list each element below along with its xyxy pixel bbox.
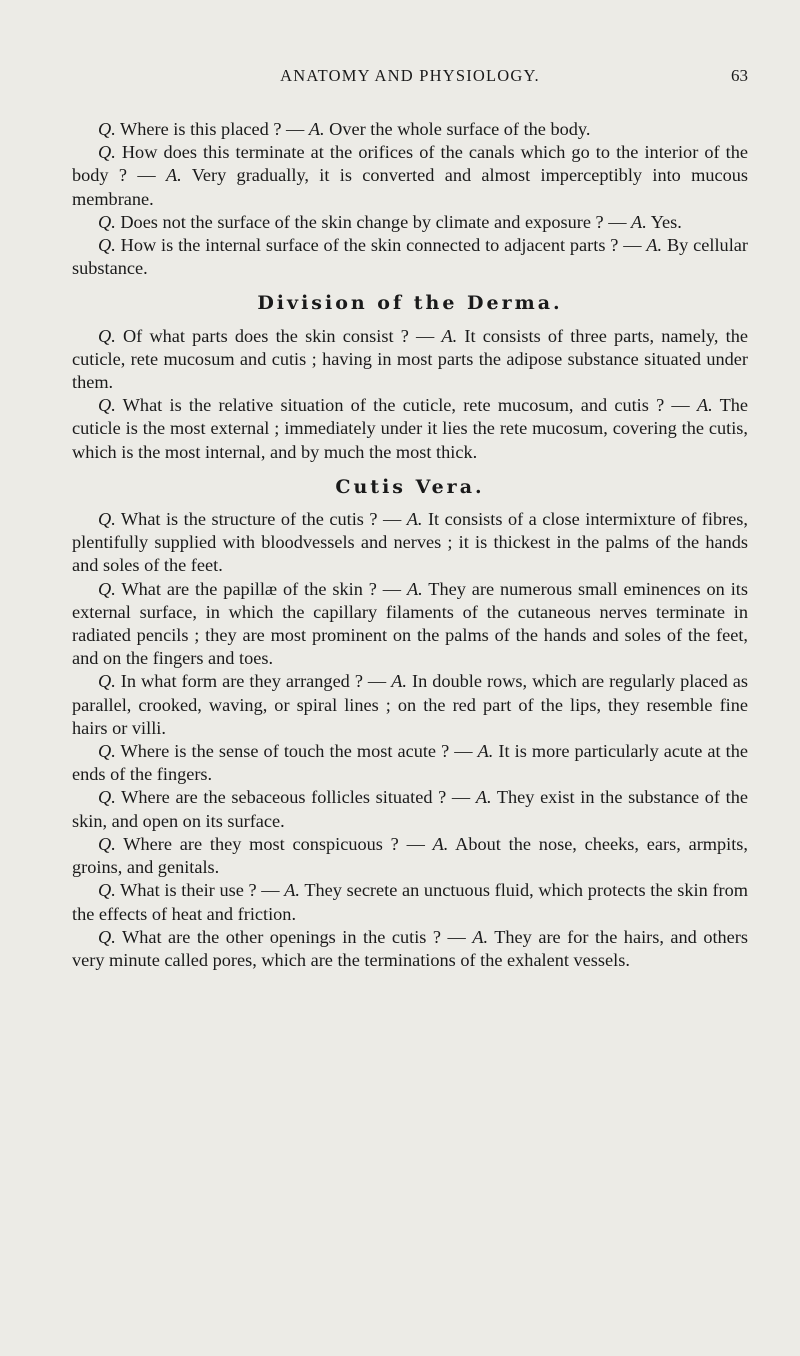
qa-paragraph <box>72 740 748 786</box>
question-marker: Q. <box>98 509 116 530</box>
question-text: In what form are they arranged ? — <box>115 671 392 692</box>
question-text: What are the papillæ of the skin ? — <box>115 578 407 599</box>
answer-text: It consists of three parts, namely, the cuticle, rete mucosum and cutis ; having in most parts the adipose substance situated under them. <box>72 325 749 393</box>
qa-paragraph <box>72 325 748 395</box>
answer-marker: A. <box>165 165 182 186</box>
answer-marker: A. <box>696 395 713 416</box>
answer-marker: A. <box>472 926 489 947</box>
qa-paragraph <box>72 578 748 671</box>
answer-text: Very gradually, it is converted and almost imperceptibly into mucous membrane. <box>72 165 749 209</box>
question-text: Does not the surface of the skin change by climate and exposure ? — <box>115 211 632 232</box>
answer-marker: A. <box>477 741 494 762</box>
answer-text: The cuticle is the most external ; immediately under it lies the rete mucosum, covering the cutis, which is the most internal, and by much the most thick. <box>72 395 749 462</box>
answer-text: It is more particularly acute at the ends of the fingers. <box>72 741 748 785</box>
question-marker: Q. <box>98 395 116 416</box>
qa-paragraph <box>72 508 748 578</box>
body-text <box>72 118 748 972</box>
qa-paragraph <box>72 833 748 879</box>
question-marker: Q. <box>98 119 116 139</box>
question-text: How does this terminate at the orifices of the canals which go to the interior of the body ? — <box>72 142 748 186</box>
question-marker: Q. <box>98 671 116 692</box>
running-head <box>72 66 748 96</box>
question-text: What is their use ? — <box>115 880 285 901</box>
question-text: What is the structure of the cutis ? — <box>115 509 407 530</box>
qa-paragraph <box>72 234 748 280</box>
question-marker: Q. <box>98 578 116 599</box>
answer-marker: A. <box>284 880 300 901</box>
running-title: ANATOMY AND PHYSIOLOGY. <box>280 66 540 85</box>
answer-text: In double rows, which are regularly placed as parallel, crooked, waving, or spiral lines ; on the red part of the lips, they resemble fine hairs or villi. <box>72 671 749 738</box>
question-text: Where is the sense of touch the most acute ? — <box>115 741 478 762</box>
question-marker: Q. <box>98 880 116 901</box>
answer-marker: A. <box>406 578 423 599</box>
answer-text: About the nose, cheeks, ears, armpits, groins, and genitals. <box>72 833 748 878</box>
section-heading: Division of the Derma. <box>257 292 563 315</box>
question-text: Where are they most conspicuous ? — <box>115 833 433 854</box>
question-marker: Q. <box>98 325 116 346</box>
answer-text: They are for the hairs, and others very minute called pores, which are the terminations of the exhalent vessels. <box>72 926 749 970</box>
question-text: Where are the sebaceous follicles situated ? — <box>115 787 476 808</box>
question-text: How is the internal surface of the skin connected to adjacent parts ? — <box>115 235 647 256</box>
question-marker: Q. <box>98 741 116 762</box>
page-number: 63 <box>731 66 748 85</box>
question-text: Where is this placed ? — <box>115 119 309 139</box>
answer-marker: A. <box>432 833 449 854</box>
qa-paragraph <box>72 118 748 141</box>
answer-marker: A. <box>475 787 492 808</box>
qa-paragraph <box>72 670 748 740</box>
question-marker: Q. <box>98 235 116 256</box>
answer-marker: A. <box>631 211 647 232</box>
answer-text: They are numerous small eminences on its external surface, in which the capillary filaments of the cutaneous nerves terminate in radiated pencils ; they are most prominent on the palms of the hands and soles of the feet, and on the fingers and toes. <box>72 578 748 669</box>
question-marker: Q. <box>98 926 116 947</box>
answer-marker: A. <box>441 325 458 346</box>
question-marker: Q. <box>98 787 116 808</box>
question-text: What are the other openings in the cutis ? — <box>115 926 473 947</box>
answer-text: Yes. <box>646 211 682 232</box>
answer-text: Over the whole surface of the body. <box>324 119 591 139</box>
question-text: Of what parts does the skin consist ? — <box>115 325 442 346</box>
answer-marker: A. <box>406 509 423 530</box>
answer-marker: A. <box>646 235 663 256</box>
answer-text: They exist in the substance of the skin, and open on its surface. <box>72 787 748 831</box>
qa-paragraph <box>72 879 748 925</box>
qa-paragraph <box>72 394 748 464</box>
answer-text: They secrete an unctuous fluid, which protects the skin from the effects of heat and friction. <box>72 880 748 924</box>
qa-paragraph <box>72 786 748 832</box>
qa-paragraph <box>72 211 748 234</box>
question-text: What is the relative situation of the cuticle, rete mucosum, and cutis ? — <box>115 395 697 416</box>
qa-paragraph <box>72 926 748 972</box>
qa-paragraph <box>72 141 748 211</box>
answer-text: By cellular substance. <box>72 235 748 279</box>
question-marker: Q. <box>98 833 116 854</box>
answer-text: It consists of a close intermixture of fibres, plentifully supplied with bloodvessels and nerves ; it is thickest in the palms of the hands and soles of the feet. <box>72 509 748 576</box>
question-marker: Q. <box>98 142 116 163</box>
answer-marker: A. <box>308 119 325 139</box>
question-marker: Q. <box>98 211 116 232</box>
section-heading: Cutis Vera. <box>335 475 485 498</box>
answer-marker: A. <box>391 671 407 692</box>
